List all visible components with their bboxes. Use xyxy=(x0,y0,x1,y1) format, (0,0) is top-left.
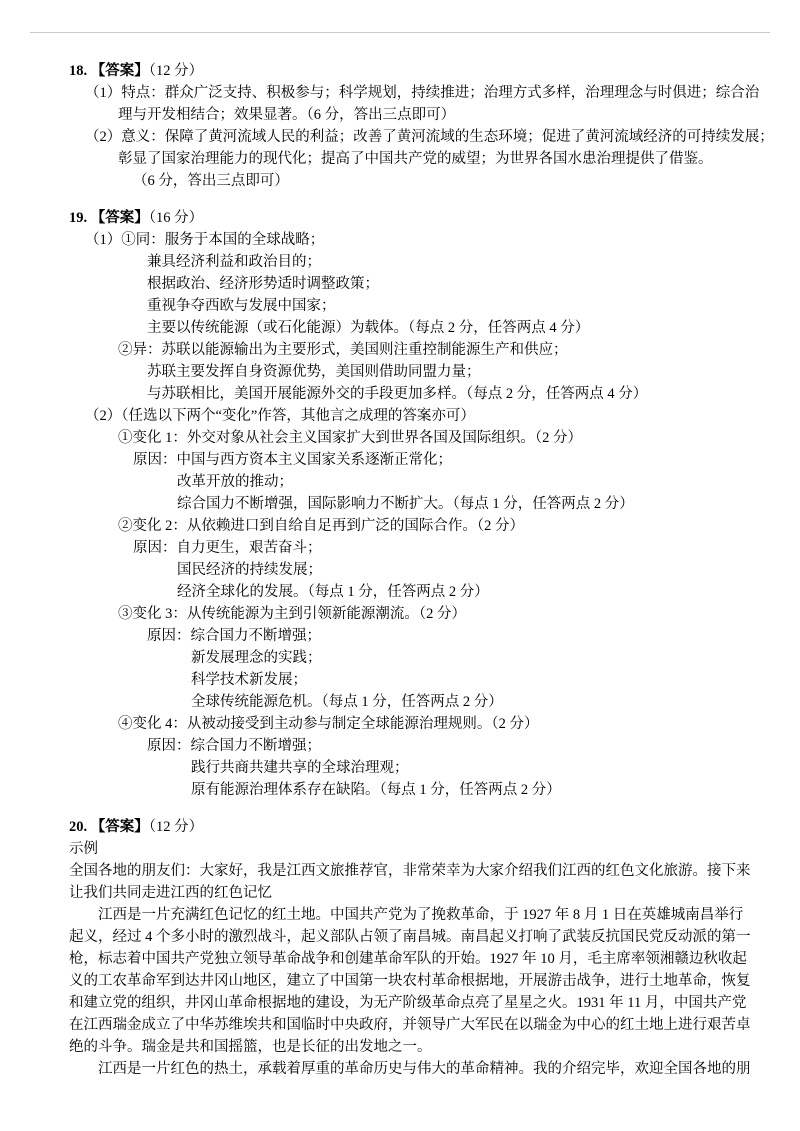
text-line: 在江西瑞金成立了中华苏维埃共和国临时中央政府，并领导广大军民在以瑞金为中心的红土地上进行艰苦卓 xyxy=(69,1017,751,1033)
text-line: 示例 xyxy=(69,841,98,857)
text-line: 苏联主要发挥自身资源优势，美国则借助同盟力量； xyxy=(147,364,481,380)
score-label: （12 分） xyxy=(148,819,204,835)
text-line: 和建立党的组织，井冈山革命根据地的建设，为无产阶级革命点亮了星星之火。1931 年 11 月，中国共产党 xyxy=(69,995,747,1011)
text-line: 全国各地的朋友们：大家好，我是江西文旅推荐官，非常荣幸为大家介绍我们江西的红色文化旅游。接下来 xyxy=(69,863,751,879)
text-line: ②异：苏联以能源输出为主要形式，美国则注重控制能源生产和供应； xyxy=(118,342,568,358)
text-line: （6 分，答出三点即可） xyxy=(133,173,289,189)
text-line: 江西是一片充满红色记忆的红土地。中国共产党为了挽救革命，于 1927 年 8 月 1 日在英雄城南昌举行 xyxy=(98,907,744,923)
answer-label: 【答案】 xyxy=(90,819,149,835)
text-line: 原因：综合国力不断增强； xyxy=(147,628,321,644)
text-line: ①变化 1：外交对象从社会主义国家扩大到世界各国及国际组织。（2 分） xyxy=(118,430,582,446)
text-line: 新发展理念的实践； xyxy=(191,650,322,666)
text-line: 兼具经济利益和政治目的； xyxy=(147,254,321,270)
text-line: 起义，经过 4 个多小时的激烈战斗，起义部队占领了南昌城。南昌起义打响了武装反抗国民党反动派的第一 xyxy=(69,929,751,945)
text-line: 理与开发相结合；效果显著。（6 分，答出三点即可） xyxy=(118,107,456,123)
text-line: 国民经济的持续发展； xyxy=(177,562,322,578)
text-line: （2）意义：保障了黄河流域人民的利益；改善了黄河流域的生态环境；促进了黄河流域经济的可持续发展； xyxy=(85,129,774,145)
text-line: （2）（任选以下两个“变化”作答，其他言之成理的答案亦可） xyxy=(85,408,475,424)
answer-label: 【答案】 xyxy=(90,210,149,226)
text-line: 经济全球化的发展。（每点 1 分，任答两点 2 分） xyxy=(177,584,489,600)
answer-header-18 xyxy=(69,60,733,82)
text-line: 江西是一片红色的热土，承载着厚重的革命历史与伟大的革命精神。我的介绍完毕，欢迎全国各地的朋 xyxy=(98,1061,751,1077)
text-line: 改革开放的推动； xyxy=(177,474,293,490)
answer-label: 19. xyxy=(69,210,91,226)
text-line: 践行共商共建共享的全球治理观； xyxy=(191,760,409,776)
text-line: 彰显了国家治理能力的现代化；提高了中国共产党的威望；为世界各国水患治理提供了借鉴。 xyxy=(118,151,713,167)
answer-header-20 xyxy=(69,816,733,838)
text-line: 根据政治、经济形势适时调整政策； xyxy=(147,276,379,292)
text-line: ④变化 4：从被动接受到主动参与制定全球能源治理规则。（2 分） xyxy=(118,716,539,732)
score-label: （12 分） xyxy=(148,63,204,79)
text-line: 综合国力不断增强，国际影响力不断扩大。（每点 1 分，任答两点 2 分） xyxy=(177,496,634,512)
text-line: ②变化 2：从依赖进口到自给自足再到广泛的国际合作。（2 分） xyxy=(118,518,524,534)
answer-label: 20. xyxy=(69,819,91,835)
text-line: 原因：自力更生，艰苦奋斗； xyxy=(133,540,322,556)
text-line: 枪，标志着中国共产党独立领导革命战争和创建革命军队的开始。1927 年 10 月，毛主席率领湘赣边秋收起 xyxy=(69,951,747,967)
text-line: 绝的斗争。瑞金是共和国摇篮，也是长征的出发地之一。 xyxy=(69,1039,432,1055)
text-line: 主要以传统能源（或石化能源）为载体。（每点 2 分，任答两点 4 分） xyxy=(147,320,590,336)
text-line: 全球传统能源危机。（每点 1 分，任答两点 2 分） xyxy=(191,694,503,710)
text-line: 原因：中国与西方资本主义国家关系逐渐正常化； xyxy=(133,452,452,468)
text-line: （1）特点：群众广泛支持、积极参与；科学规划，持续推进；治理方式多样，治理理念与时俱进；综合治 xyxy=(85,85,760,101)
answer-label: 【答案】 xyxy=(90,63,149,79)
answer-header-19 xyxy=(69,207,733,229)
text-line: 义的工农革命军到达井冈山地区，建立了中国第一块农村革命根据地，开展游击战争，进行土地革命，恢复 xyxy=(69,973,751,989)
score-label: （16 分） xyxy=(148,210,204,226)
section-gap xyxy=(69,801,733,816)
text-line: 原有能源治理体系存在缺陷。（每点 1 分，任答两点 2 分） xyxy=(191,782,561,798)
text-line: 重视争夺西欧与发展中国家； xyxy=(147,298,336,314)
document-body xyxy=(69,60,774,1080)
text-line: 原因：综合国力不断增强； xyxy=(147,738,321,754)
text-line: （1）①同：服务于本国的全球战略； xyxy=(85,232,325,248)
text-line: 科学技术新发展； xyxy=(191,672,307,688)
section-gap xyxy=(69,192,733,207)
text-line: ③变化 3：从传统能源为主到引领新能源潮流。（2 分） xyxy=(118,606,466,622)
text-line: 与苏联相比，美国开展能源外交的手段更加多样。（每点 2 分，任答两点 4 分） xyxy=(147,386,648,402)
text-line: 让我们共同走进江西的红色记忆 xyxy=(69,885,272,901)
answer-label: 18. xyxy=(69,63,91,79)
